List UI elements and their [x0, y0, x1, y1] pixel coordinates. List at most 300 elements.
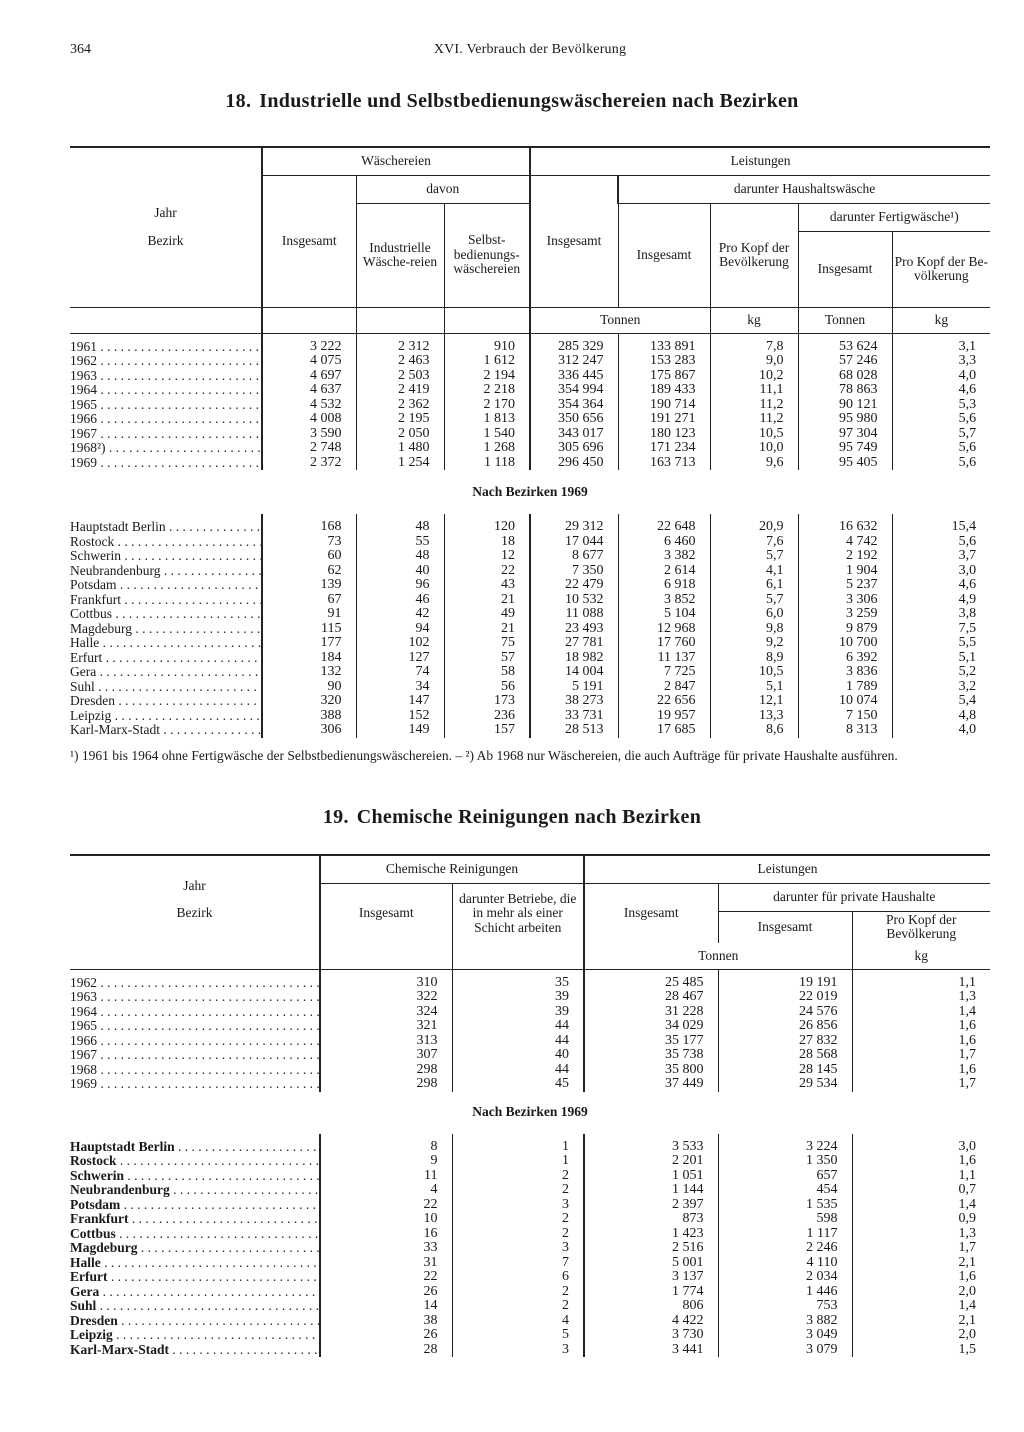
table-cell: 1,3 [852, 990, 990, 1005]
table-cell: 56 [444, 680, 530, 695]
table-cell: 4 422 [584, 1314, 718, 1329]
table-cell: 35 738 [584, 1048, 718, 1063]
table-cell: 4 [452, 1314, 584, 1329]
table-cell: 3,7 [892, 549, 990, 564]
table-cell: 7 725 [618, 665, 710, 680]
header-fertig-prokopf: Pro Kopf der Be-völkerung [892, 231, 990, 307]
table-cell: 1,5 [852, 1343, 990, 1358]
table-row [70, 1048, 990, 1063]
table-cell: 307 [320, 1048, 452, 1063]
table-cell: 189 433 [618, 383, 710, 398]
table-cell: 5,3 [892, 398, 990, 413]
table-cell: 2 194 [444, 369, 530, 384]
table-cell: 4 637 [262, 383, 356, 398]
row-label: Frankfurt . . . [70, 1212, 320, 1227]
table-cell: 4 110 [718, 1256, 852, 1271]
table-row [70, 578, 990, 593]
table-row [70, 1241, 990, 1256]
row-label: Magdeburg . . . [70, 1241, 320, 1256]
table-row [70, 1198, 990, 1213]
table-cell: 3 836 [798, 665, 892, 680]
table-cell: 33 731 [530, 709, 618, 724]
table-cell: 1 254 [356, 456, 444, 471]
header-leistungen-insgesamt: Insgesamt [530, 175, 618, 307]
table-cell: 3 [452, 1343, 584, 1358]
table-cell: 322 [320, 990, 452, 1005]
table-cell: 45 [452, 1077, 584, 1092]
table-cell: 1 118 [444, 456, 530, 471]
header-privat-prokopf: Pro Kopf der Bevölkerung [852, 911, 990, 943]
table-cell: 4,1 [710, 564, 798, 579]
table-cell: 1 268 [444, 441, 530, 456]
running-header [70, 42, 990, 62]
table-cell: 16 [320, 1227, 452, 1242]
table-row [70, 636, 990, 651]
table-cell: 2 362 [356, 398, 444, 413]
header-fertig-insgesamt: Insgesamt [798, 231, 892, 307]
table-cell: 5,6 [892, 441, 990, 456]
table-cell: 58 [444, 665, 530, 680]
table-cell: 133 891 [618, 340, 710, 355]
table-cell: 25 485 [584, 976, 718, 991]
table-cell: 16 632 [798, 520, 892, 535]
table-cell: 6,1 [710, 578, 798, 593]
row-label: 1963 . . . [70, 369, 262, 384]
table19-stub-header [70, 855, 320, 943]
table-cell: 27 832 [718, 1034, 852, 1049]
table-cell: 22 019 [718, 990, 852, 1005]
row-label: Erfurt . . . [70, 1270, 320, 1285]
stub-jahr: Jahr [183, 878, 206, 893]
table-cell: 3,0 [852, 1140, 990, 1155]
row-label: Potsdam . . . [70, 578, 262, 593]
table-cell: 22 [444, 564, 530, 579]
table-row [70, 1285, 990, 1300]
table-cell: 1 904 [798, 564, 892, 579]
table-cell: 0,7 [852, 1183, 990, 1198]
table-cell: 4,0 [892, 723, 990, 738]
table19-title-text: Chemische Reinigungen nach Bezirken [356, 806, 702, 828]
table-cell: 313 [320, 1034, 452, 1049]
table-cell: 2 [452, 1285, 584, 1300]
table-cell: 298 [320, 1077, 452, 1092]
table-cell: 11,1 [710, 383, 798, 398]
table-cell: 2 [452, 1299, 584, 1314]
table-cell: 14 004 [530, 665, 618, 680]
table-cell: 1,3 [852, 1227, 990, 1242]
table-cell: 26 856 [718, 1019, 852, 1034]
row-label: 1966 . . . [70, 1034, 320, 1049]
table-cell: 29 312 [530, 520, 618, 535]
table-cell: 168 [262, 520, 356, 535]
table-row [70, 383, 990, 398]
table-cell: 3 079 [718, 1343, 852, 1358]
row-label: Schwerin . . . [70, 1169, 320, 1184]
table-cell: 6,0 [710, 607, 798, 622]
header-industrielle: Industrielle Wäsche-reien [356, 203, 444, 307]
row-label: 1968 . . . [70, 1063, 320, 1078]
table-cell: 38 [320, 1314, 452, 1329]
table-cell: 74 [356, 665, 444, 680]
table-cell: 388 [262, 709, 356, 724]
table-cell: 152 [356, 709, 444, 724]
table-cell: 6 [452, 1270, 584, 1285]
table-cell: 7 350 [530, 564, 618, 579]
table-row [70, 549, 990, 564]
table-cell: 35 800 [584, 1063, 718, 1078]
unit-kg: kg [852, 943, 990, 969]
table-cell: 75 [444, 636, 530, 651]
table-cell: 9 [320, 1154, 452, 1169]
table-cell: 67 [262, 593, 356, 608]
row-label: 1962 . . . [70, 976, 320, 991]
table-cell: 8 677 [530, 549, 618, 564]
stub-bezirk: Bezirk [176, 904, 213, 920]
table-row [70, 680, 990, 695]
row-label: 1969 . . . [70, 456, 262, 471]
table-cell: 2 847 [618, 680, 710, 695]
running-title: XVI. Verbrauch der Bevölkerung [433, 42, 627, 57]
table-cell: 184 [262, 651, 356, 666]
table18-section-label: Nach Bezirken 1969 [472, 483, 588, 499]
table-cell: 2 201 [584, 1154, 718, 1169]
table-cell: 3 441 [584, 1343, 718, 1358]
table-cell: 5,7 [710, 593, 798, 608]
table-cell: 312 247 [530, 354, 618, 369]
row-label: Rostock . . . [70, 535, 262, 550]
table-cell: 3 224 [718, 1140, 852, 1155]
header-davon: davon [356, 175, 530, 203]
table-cell: 40 [356, 564, 444, 579]
table-cell: 17 685 [618, 723, 710, 738]
table-cell: 5,6 [892, 535, 990, 550]
row-label: Leipzig . . . [70, 1328, 320, 1343]
table-cell: 7 150 [798, 709, 892, 724]
header-insgesamt: Insgesamt [320, 883, 452, 943]
table-cell: 3 882 [718, 1314, 852, 1329]
unit-tonnen: Tonnen [584, 943, 852, 969]
header-leistungen: Leistungen [584, 855, 990, 883]
table-cell: 2 614 [618, 564, 710, 579]
row-label: Karl-Marx-Stadt . . . [70, 1343, 320, 1358]
table19-section-label: Nach Bezirken 1969 [472, 1104, 588, 1120]
table-cell: 11,2 [710, 398, 798, 413]
table-cell: 6 460 [618, 535, 710, 550]
row-label: 1963 . . . [70, 990, 320, 1005]
table-cell: 91 [262, 607, 356, 622]
table-cell: 296 450 [530, 456, 618, 471]
table-cell: 10,2 [710, 369, 798, 384]
table-cell: 3 382 [618, 549, 710, 564]
header-waeschereien: Wäschereien [262, 147, 530, 175]
table-row [70, 723, 990, 738]
table-cell: 2 397 [584, 1198, 718, 1213]
table-cell: 31 [320, 1256, 452, 1271]
table-cell: 12,1 [710, 694, 798, 709]
table-cell: 2 [452, 1183, 584, 1198]
table-cell: 320 [262, 694, 356, 709]
table-cell: 2 748 [262, 441, 356, 456]
table-row [70, 1314, 990, 1329]
table-cell: 49 [444, 607, 530, 622]
table-cell: 1,6 [852, 1019, 990, 1034]
table-cell: 12 [444, 549, 530, 564]
table-cell: 22 656 [618, 694, 710, 709]
table-cell: 40 [452, 1048, 584, 1063]
table-cell: 31 228 [584, 1005, 718, 1020]
table-cell: 180 123 [618, 427, 710, 442]
table-cell: 22 648 [618, 520, 710, 535]
table-cell: 139 [262, 578, 356, 593]
row-label: Halle . . . [70, 1256, 320, 1271]
row-label: Dresden . . . [70, 694, 262, 709]
table-cell: 1 813 [444, 412, 530, 427]
row-label: 1966 . . . [70, 412, 262, 427]
table-cell: 5 001 [584, 1256, 718, 1271]
table-cell: 343 017 [530, 427, 618, 442]
table-cell: 4,9 [892, 593, 990, 608]
table-row [70, 354, 990, 369]
table-cell: 753 [718, 1299, 852, 1314]
table-cell: 1 051 [584, 1169, 718, 1184]
header-darunter-privat: darunter für private Haushalte [718, 883, 990, 911]
row-label: Hauptstadt Berlin . . . [70, 520, 262, 535]
row-label: Neubrandenburg . . . [70, 564, 262, 579]
table-cell: 1 423 [584, 1227, 718, 1242]
table-cell: 78 863 [798, 383, 892, 398]
table19-districts-body [70, 1134, 990, 1358]
table-cell: 236 [444, 709, 530, 724]
table-cell: 28 513 [530, 723, 618, 738]
table-cell: 3,1 [892, 340, 990, 355]
table-cell: 1 [452, 1154, 584, 1169]
row-label: Suhl . . . [70, 680, 262, 695]
table-cell: 24 576 [718, 1005, 852, 1020]
table18-title [0, 90, 1024, 113]
table-cell: 149 [356, 723, 444, 738]
row-label: Magdeburg . . . [70, 622, 262, 637]
table-cell: 305 696 [530, 441, 618, 456]
table-cell: 95 405 [798, 456, 892, 471]
row-label: 1962 . . . [70, 354, 262, 369]
table-cell: 127 [356, 651, 444, 666]
table-row [70, 990, 990, 1005]
table-row [70, 665, 990, 680]
table-cell: 806 [584, 1299, 718, 1314]
table-cell: 2,1 [852, 1314, 990, 1329]
table-cell: 4,0 [892, 369, 990, 384]
unit-kg-2: kg [892, 307, 990, 333]
table-cell: 17 760 [618, 636, 710, 651]
table-cell: 5,4 [892, 694, 990, 709]
table-row [70, 441, 990, 456]
table-cell: 173 [444, 694, 530, 709]
header-leistungen-insgesamt: Insgesamt [584, 883, 718, 943]
row-label: Neubrandenburg . . . [70, 1183, 320, 1198]
table-cell: 15,4 [892, 520, 990, 535]
table-cell: 29 534 [718, 1077, 852, 1092]
table19-number: 19. [322, 806, 349, 828]
unit-tonnen-1: Tonnen [530, 307, 710, 333]
table-cell: 11 088 [530, 607, 618, 622]
table-cell: 3 049 [718, 1328, 852, 1343]
table-cell: 175 867 [618, 369, 710, 384]
table-row [70, 369, 990, 384]
table-cell: 1,4 [852, 1198, 990, 1213]
table-cell: 39 [452, 1005, 584, 1020]
table-cell: 5,1 [710, 680, 798, 695]
table-cell: 60 [262, 549, 356, 564]
table-cell: 1 774 [584, 1285, 718, 1300]
row-label: 1968²) . . . [70, 441, 262, 456]
table-cell: 19 191 [718, 976, 852, 991]
table-cell: 285 329 [530, 340, 618, 355]
table-row [70, 1077, 990, 1092]
table-cell: 10 700 [798, 636, 892, 651]
page-number: 364 [70, 42, 91, 57]
table-cell: 7,6 [710, 535, 798, 550]
table-cell: 1 446 [718, 1285, 852, 1300]
header-leistungen: Leistungen [530, 147, 990, 175]
table-cell: 1 789 [798, 680, 892, 695]
table-cell: 4,6 [892, 383, 990, 398]
table-cell: 1,7 [852, 1077, 990, 1092]
table-cell: 10,5 [710, 665, 798, 680]
stub-bezirk: Bezirk [147, 233, 184, 249]
table-cell: 3 137 [584, 1270, 718, 1285]
table-cell: 1 350 [718, 1154, 852, 1169]
table-cell: 1,6 [852, 1154, 990, 1169]
table-row [70, 593, 990, 608]
table-cell: 1 535 [718, 1198, 852, 1213]
unit-kg-1: kg [710, 307, 798, 333]
table-cell: 2 516 [584, 1241, 718, 1256]
table-row [70, 535, 990, 550]
table-row [70, 412, 990, 427]
table-row [70, 694, 990, 709]
table-cell: 9,0 [710, 354, 798, 369]
table-cell: 1,4 [852, 1005, 990, 1020]
table-row [70, 1019, 990, 1034]
table-cell: 9,8 [710, 622, 798, 637]
table-cell: 22 479 [530, 578, 618, 593]
table-cell: 2 195 [356, 412, 444, 427]
row-label: 1964 . . . [70, 383, 262, 398]
table-cell: 34 029 [584, 1019, 718, 1034]
table-row [70, 456, 990, 471]
table-cell: 5,6 [892, 456, 990, 471]
header-haushalt-prokopf: Pro Kopf der Bevölkerung [710, 203, 798, 307]
header-insgesamt: Insgesamt [262, 175, 356, 307]
table-cell: 48 [356, 520, 444, 535]
table-cell: 55 [356, 535, 444, 550]
table-cell: 1,6 [852, 1270, 990, 1285]
table-cell: 3 306 [798, 593, 892, 608]
table-cell: 22 [320, 1198, 452, 1213]
table-cell: 4 [320, 1183, 452, 1198]
table-cell: 3 222 [262, 340, 356, 355]
row-label: Halle . . . [70, 636, 262, 651]
table-row [70, 976, 990, 991]
table-row [70, 1005, 990, 1020]
table-cell: 2,0 [852, 1328, 990, 1343]
table-cell: 39 [452, 990, 584, 1005]
row-label: 1967 . . . [70, 427, 262, 442]
table-cell: 4 075 [262, 354, 356, 369]
table-cell: 44 [452, 1034, 584, 1049]
row-label: Suhl . . . [70, 1299, 320, 1314]
table-cell: 57 246 [798, 354, 892, 369]
table-row [70, 1169, 990, 1184]
table-cell: 4 742 [798, 535, 892, 550]
table-cell: 13,3 [710, 709, 798, 724]
row-label: Rostock . . . [70, 1154, 320, 1169]
table-cell: 598 [718, 1212, 852, 1227]
header-privat-insgesamt: Insgesamt [718, 911, 852, 943]
table-cell: 35 177 [584, 1034, 718, 1049]
table-cell: 38 273 [530, 694, 618, 709]
table-cell: 7,8 [710, 340, 798, 355]
table-cell: 2 312 [356, 340, 444, 355]
table-cell: 4,8 [892, 709, 990, 724]
table-cell: 324 [320, 1005, 452, 1020]
table-cell: 5,7 [892, 427, 990, 442]
table-row [70, 1154, 990, 1169]
table-cell: 18 982 [530, 651, 618, 666]
table-cell: 44 [452, 1063, 584, 1078]
table-cell: 95 749 [798, 441, 892, 456]
table-cell: 2 503 [356, 369, 444, 384]
table-cell: 53 624 [798, 340, 892, 355]
unit-tonnen-2: Tonnen [798, 307, 892, 333]
table-cell: 21 [444, 622, 530, 637]
table-cell: 171 234 [618, 441, 710, 456]
table-row [70, 1299, 990, 1314]
table-cell: 20,9 [710, 520, 798, 535]
table-row [70, 1227, 990, 1242]
table18-title-text: Industrielle und Selbstbedienungswäschereien nach Bezirken [259, 90, 799, 112]
table-cell: 5,7 [710, 549, 798, 564]
table-cell: 657 [718, 1169, 852, 1184]
header-haushalt-insgesamt: Insgesamt [618, 203, 710, 307]
stub-jahr: Jahr [154, 204, 177, 220]
row-label: Frankfurt . . . [70, 593, 262, 608]
table-cell: 94 [356, 622, 444, 637]
table-cell: 1,6 [852, 1034, 990, 1049]
table-cell: 17 044 [530, 535, 618, 550]
table-cell: 191 271 [618, 412, 710, 427]
table-cell: 3,0 [892, 564, 990, 579]
table-cell: 2 372 [262, 456, 356, 471]
table-cell: 2,0 [852, 1285, 990, 1300]
table-cell: 910 [444, 340, 530, 355]
table-cell: 35 [452, 976, 584, 991]
table-cell: 2 170 [444, 398, 530, 413]
table-cell: 43 [444, 578, 530, 593]
table-cell: 0,9 [852, 1212, 990, 1227]
table-cell: 1 540 [444, 427, 530, 442]
row-label: Gera . . . [70, 665, 262, 680]
table-cell: 454 [718, 1183, 852, 1198]
table-cell: 310 [320, 976, 452, 991]
table-row [70, 398, 990, 413]
table-row [70, 427, 990, 442]
table-cell: 4,6 [892, 578, 990, 593]
table-cell: 3 730 [584, 1328, 718, 1343]
row-label: Dresden . . . [70, 1314, 320, 1329]
table-cell: 2 192 [798, 549, 892, 564]
table-cell: 1,7 [852, 1048, 990, 1063]
